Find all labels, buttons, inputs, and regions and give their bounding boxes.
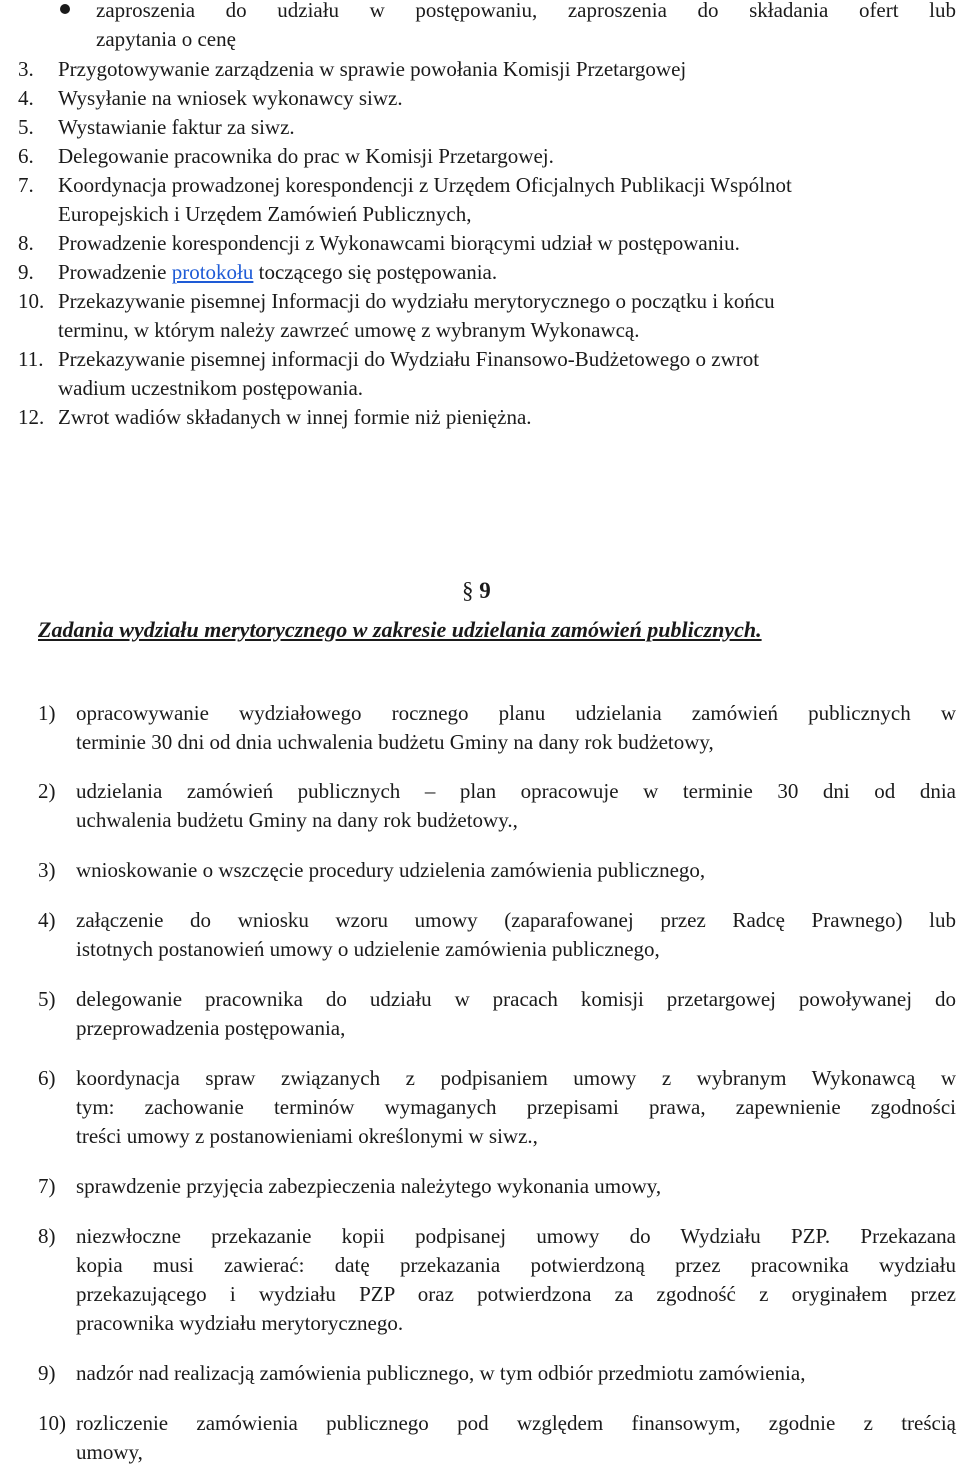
- protocol-link[interactable]: protokołu: [171, 260, 254, 284]
- list-item-number: 3): [38, 858, 56, 882]
- list-item-text: [58, 171, 958, 229]
- list-item-text: Prowadzenie korespondencji z Wykonawcami biorącymi udział w postępowaniu.: [58, 231, 740, 255]
- text-line: umowy,: [76, 1440, 143, 1464]
- list-item-number: 4.: [18, 86, 34, 110]
- list-item-text: Przygotowywanie zarządzenia w sprawie powołania Komisji Przetargowej: [58, 57, 687, 81]
- text-line: niezwłoczne przekazanie kopii podpisanej umowy do Wydziału PZP. Przekazana: [76, 1224, 956, 1248]
- text-line: pracownika wydziału merytorycznego.: [76, 1311, 404, 1335]
- list-item-text: [76, 699, 956, 757]
- list-item-number: 9): [38, 1361, 56, 1385]
- list-item-text: [76, 985, 956, 1043]
- list-item-number: 7.: [18, 173, 34, 197]
- list-item-number: 6): [38, 1066, 56, 1090]
- list-item-number: 10): [38, 1411, 66, 1435]
- text-line: kopia musi zawierać: datę przekazania potwierdzoną przez pracownika wydziału: [76, 1253, 956, 1277]
- list-item-number: 6.: [18, 144, 34, 168]
- text-line: Przekazywanie pisemnej informacji do Wydziału Finansowo-Budżetowego o zwrot: [58, 347, 760, 371]
- text-line: Koordynacja prowadzonej korespondencji z Urzędem Oficjalnych Publikacji Wspólnot: [58, 173, 792, 197]
- list-item-text: [58, 258, 958, 287]
- list-item-text: sprawdzenie przyjęcia zabezpieczenia należytego wykonania umowy,: [76, 1174, 662, 1198]
- list-item-text: [76, 777, 956, 835]
- section-number-value: 9: [479, 578, 491, 603]
- text-line: rozliczenie zamówienia publicznego pod względem finansowym, zgodnie z treścią: [76, 1411, 956, 1435]
- text-segment: Prowadzenie: [58, 260, 172, 284]
- text-line: udzielania zamówień publicznych – plan opracowuje w terminie 30 dni od dnia: [76, 779, 956, 803]
- text-line: istotnych postanowień umowy o udzielenie zamówienia publicznego,: [76, 937, 660, 961]
- list-item-number: 2): [38, 779, 56, 803]
- text-line: treści umowy z postanowieniami określonymi w siwz.,: [76, 1124, 538, 1148]
- text-line: załączenie do wniosku wzoru umowy (zaparafowanej przez Radcę Prawnego) lub: [76, 908, 956, 932]
- paragraph-sign: §: [462, 578, 474, 603]
- list-item-text: [76, 1064, 956, 1151]
- text-line: uchwalenia budżetu Gminy na dany rok budżetowy.,: [76, 808, 518, 832]
- list-item-number: 8.: [18, 231, 34, 255]
- text-line: terminu, w którym należy zawrzeć umowę z wybranym Wykonawcą.: [58, 318, 640, 342]
- section-title: Zadania wydziału merytorycznego w zakresie udzielania zamówień publicznych.: [38, 617, 762, 642]
- text-line: zaproszenia do udziału w postępowaniu, zaproszenia do składania ofert lub: [96, 0, 956, 22]
- text-line: przeprowadzenia postępowania,: [76, 1016, 346, 1040]
- text-line: terminie 30 dni od dnia uchwalenia budżetu Gminy na dany rok budżetowy,: [76, 730, 714, 754]
- text-line: Europejskich i Urzędem Zamówień Publicznych,: [58, 202, 472, 226]
- list-item-number: 7): [38, 1174, 56, 1198]
- list-item-number: 11.: [18, 347, 44, 371]
- text-line: koordynacja spraw związanych z podpisaniem umowy z wybranym Wykonawcą w: [76, 1066, 956, 1090]
- text-line: opracowywanie wydziałowego rocznego planu udzielania zamówień publicznych w: [76, 701, 956, 725]
- list-item-text: [76, 906, 956, 964]
- list-item-number: 8): [38, 1224, 56, 1248]
- bullet-icon: [60, 4, 70, 14]
- text-line: wadium uczestnikom postępowania.: [58, 376, 364, 400]
- list-item-number: 10.: [18, 289, 45, 313]
- list-item-text: [58, 287, 958, 345]
- list-item-text: Wysyłanie na wniosek wykonawcy siwz.: [58, 86, 403, 110]
- list-item-text: Delegowanie pracownika do prac w Komisji Przetargowej.: [58, 144, 554, 168]
- list-item-number: 1): [38, 701, 56, 725]
- list-item-number: 3.: [18, 57, 34, 81]
- list-item-text: wnioskowanie o wszczęcie procedury udzielenia zamówienia publicznego,: [76, 858, 706, 882]
- list-item-text: Zwrot wadiów składanych w innej formie niż pieniężna.: [58, 405, 532, 429]
- list-item-number: 5.: [18, 115, 34, 139]
- text-line: zapytania o cenę: [96, 27, 236, 51]
- list-item-number: 5): [38, 987, 56, 1011]
- text-line: Przekazywanie pisemnej Informacji do wydziału merytorycznego o początku i końcu: [58, 289, 775, 313]
- text-line: przekazującego i wydziału PZP oraz potwierdzona za zgodność z oryginałem przez: [76, 1282, 956, 1306]
- text-line: tym: zachowanie terminów wymaganych przepisami prawa, zapewnienie zgodności: [76, 1095, 956, 1119]
- list-item-number: 4): [38, 908, 56, 932]
- list-item-text: [76, 1409, 956, 1467]
- list-item-text: Wystawianie faktur za siwz.: [58, 115, 295, 139]
- text-segment: toczącego się postępowania.: [253, 260, 498, 284]
- list-item-text: nadzór nad realizacją zamówienia publicznego, w tym odbiór przedmiotu zamówienia,: [76, 1361, 806, 1385]
- list-item-text: [58, 345, 958, 403]
- bullet-item-text: [96, 0, 956, 54]
- section-number: [462, 578, 491, 604]
- list-item-number: 9.: [18, 260, 34, 284]
- list-item-number: 12.: [18, 405, 45, 429]
- text-line: delegowanie pracownika do udziału w pracach komisji przetargowej powoływanej do: [76, 987, 956, 1011]
- list-item-text: [76, 1222, 956, 1338]
